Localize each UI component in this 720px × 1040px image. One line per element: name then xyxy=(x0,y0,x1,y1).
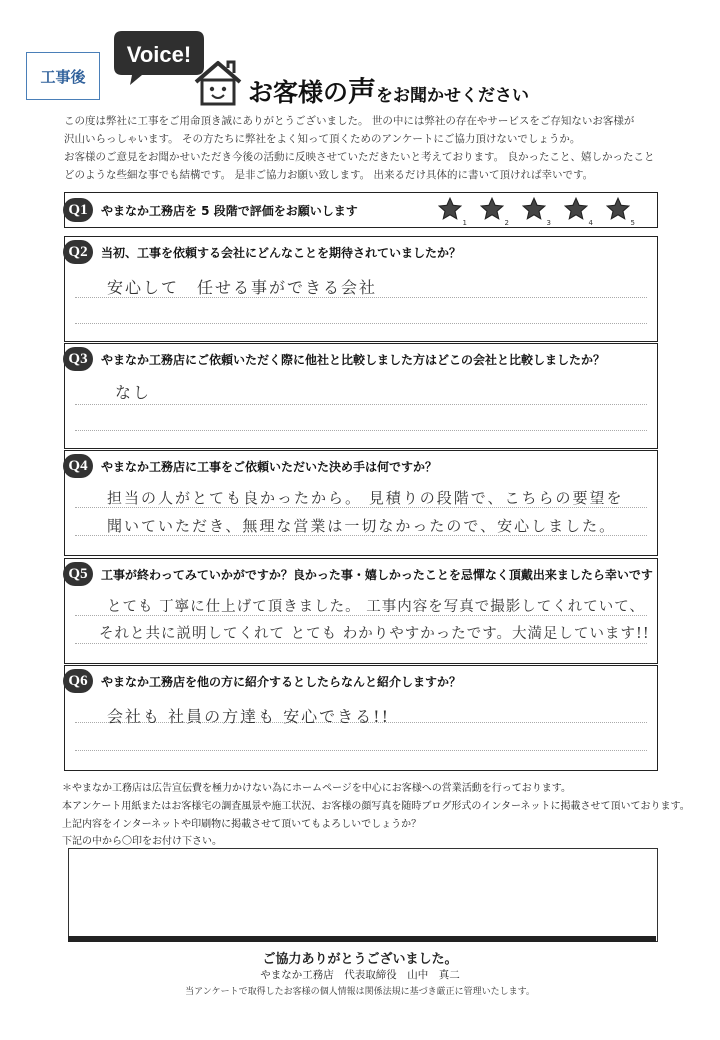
answer-text: とても 丁寧に仕上げて頂きました。 工事内容を写真で撮影してくれていて、 xyxy=(107,599,645,615)
answer-text: 会社も 社員の方達も 安心できる!! xyxy=(107,707,391,726)
answer-text: 安心して 任せる事ができる会社 xyxy=(107,278,378,297)
question-5-box xyxy=(64,558,658,664)
question-text: やまなか工務店に工事をご依頼いただいた決め手は何ですか？ xyxy=(101,459,438,474)
intro-line: お客様のご意見をお聞かせいただき今後の活動に反映させていただきたいと考えております。 良かったこと、嬉しかったこと xyxy=(64,151,655,163)
question-number: Q3 xyxy=(63,347,93,371)
page-title xyxy=(248,70,529,110)
consent-choice-box[interactable] xyxy=(68,848,658,942)
privacy-text: 当アンケートで取得したお客様の個人情報は関係法規に基づき厳正に管理いたします。 xyxy=(185,987,535,997)
star-4-icon[interactable]: 4 xyxy=(563,196,595,224)
question-6-box xyxy=(64,665,658,771)
question-number: Q5 xyxy=(63,562,93,586)
title-post: をお聞かせください xyxy=(376,86,530,106)
question-3-box xyxy=(64,343,658,449)
answer-text: なし xyxy=(115,383,152,402)
star-1-icon[interactable]: 1 xyxy=(437,196,469,224)
house-face-icon xyxy=(190,58,246,108)
title-pre: お客様の xyxy=(248,78,349,107)
signature-text: やまなか工務店 代表取締役 山中 真二 xyxy=(260,969,460,981)
footer-note: 本アンケート用紙またはお客様宅の調査風景や施工状況、お客様の顔写真を随時ブログ形式のインターネットに掲載させて頂いております。 xyxy=(62,801,690,812)
intro-line: どのような些細な事でも結構です。 是非ご協力お願い致します。 出来るだけ具体的に書いて頂ければ幸いです。 xyxy=(64,169,594,181)
question-number: Q6 xyxy=(63,669,93,693)
question-text: やまなか工務店を 5 段階で評価をお願いします xyxy=(101,203,358,218)
question-number: Q1 xyxy=(63,198,93,222)
footer-note: 上記内容をインターネットや印刷物に掲載させて頂いてもよろしいでしょうか？ xyxy=(62,819,422,830)
question-text: やまなか工務店にご依頼いただく際に他社と比較しました方はどこの会社と比較しましたか？ xyxy=(101,352,606,367)
status-tag: 工事後 xyxy=(26,52,100,100)
bubble-text: Voice! xyxy=(126,42,192,67)
star-3-icon[interactable]: 3 xyxy=(521,196,553,224)
question-4-box xyxy=(64,450,658,556)
intro-line: 沢山いらっしゃいます。 その方たちに弊社をよく知って頂くためのアンケートにご協力頂けないでしょうか。 xyxy=(64,133,581,145)
question-text: やまなか工務店を他の方に紹介するとしたらなんと紹介しますか？ xyxy=(101,674,462,689)
star-2-icon[interactable]: 2 xyxy=(479,196,511,224)
footer-note: ＊やまなか工務店は広告宣伝費を極力かけない為にホームページを中心にお客様への営業活動を行っております。 xyxy=(62,783,571,794)
star-5-icon[interactable]: 5 xyxy=(605,196,637,224)
answer-text: 担当の人がとても良かったから。 見積りの段階で、こちらの要望を xyxy=(107,489,624,507)
title-main: 声 xyxy=(348,75,377,108)
rating-stars[interactable] xyxy=(437,196,637,227)
thanks-text: ご協力ありがとうございました。 xyxy=(262,952,458,967)
question-2-box xyxy=(64,236,658,342)
question-text: 当初、工事を依頼する会社にどんなことを期待されていましたか？ xyxy=(101,245,462,260)
divider xyxy=(68,936,656,942)
intro-line: この度は弊社に工事をご用命頂き誠にありがとうございました。 世の中には弊社の存在やサービスをご存知ないお客様が xyxy=(64,115,635,127)
question-number: Q4 xyxy=(63,454,93,478)
question-1-box xyxy=(64,192,658,228)
question-text: 工事が終わってみていかがですか？良かった事・嬉しかったことを忌憚なく頂戴出来ましたら幸いです xyxy=(101,567,653,582)
answer-text: 聞いていただき、無理な営業は一切なかったので、安心しました。 xyxy=(107,517,617,535)
answer-text: それと共に説明してくれて とても わかりやすかったです。大満足しています!! xyxy=(99,626,650,642)
footer-note: 下記の中から〇印をお付け下さい。 xyxy=(62,836,222,847)
question-number: Q2 xyxy=(63,240,93,264)
